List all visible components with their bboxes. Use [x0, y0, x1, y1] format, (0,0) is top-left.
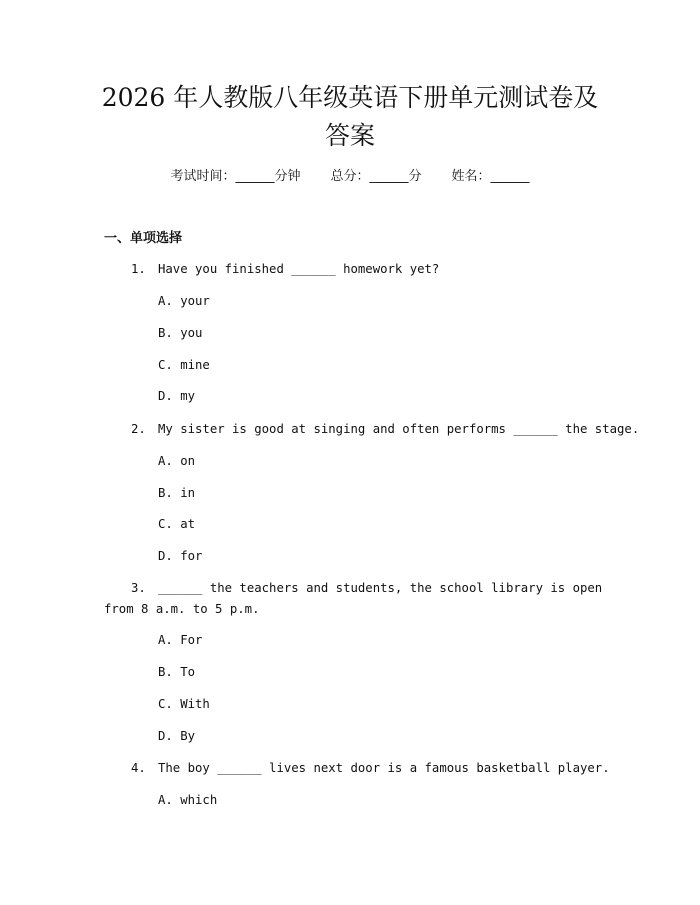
- question-4-text: The boy ______ lives next door is a famous basketball player.: [158, 761, 610, 775]
- exam-info: [0, 166, 700, 188]
- question-2-number: 2.: [131, 422, 146, 436]
- question-3-option-b[interactable]: B. To: [158, 665, 196, 679]
- question-2-option-c[interactable]: C. at: [158, 517, 196, 531]
- question-3-option-a[interactable]: A. For: [158, 633, 203, 647]
- question-2-option-b[interactable]: B. in: [158, 486, 196, 500]
- question-1-number: 1.: [131, 262, 146, 276]
- question-4-number: 4.: [131, 761, 146, 775]
- question-3-option-d[interactable]: D. By: [158, 729, 196, 743]
- question-3-option-c[interactable]: C. With: [158, 697, 210, 711]
- question-1-text: Have you finished ______ homework yet?: [158, 262, 440, 276]
- question-1-option-c[interactable]: C. mine: [158, 358, 210, 372]
- page-title-line-2: 答案: [324, 121, 375, 150]
- total-score-field: 总分：______分: [330, 169, 422, 184]
- name-field: 姓名：______: [451, 169, 530, 184]
- exam-time-field: 考试时间：______分钟: [170, 169, 301, 184]
- question-2-option-a[interactable]: A. on: [158, 454, 196, 468]
- question-3-text-continued: from 8 a.m. to 5 p.m.: [104, 602, 260, 616]
- question-2-option-d[interactable]: D. for: [158, 549, 203, 563]
- question-4-option-a[interactable]: A. which: [158, 793, 218, 807]
- page-title-line-1: 2026 年人教版八年级英语下册单元测试卷及: [101, 83, 599, 112]
- question-3-text: ______ the teachers and students, the school library is open: [158, 581, 603, 595]
- question-1-option-d[interactable]: D. my: [158, 389, 196, 403]
- question-1-option-a[interactable]: A. your: [158, 294, 210, 308]
- section-heading: 一、单项选择: [104, 231, 183, 246]
- question-3-number: 3.: [131, 581, 146, 595]
- question-2-text: My sister is good at singing and often performs ______ the stage.: [158, 422, 640, 436]
- question-1-option-b[interactable]: B. you: [158, 326, 203, 340]
